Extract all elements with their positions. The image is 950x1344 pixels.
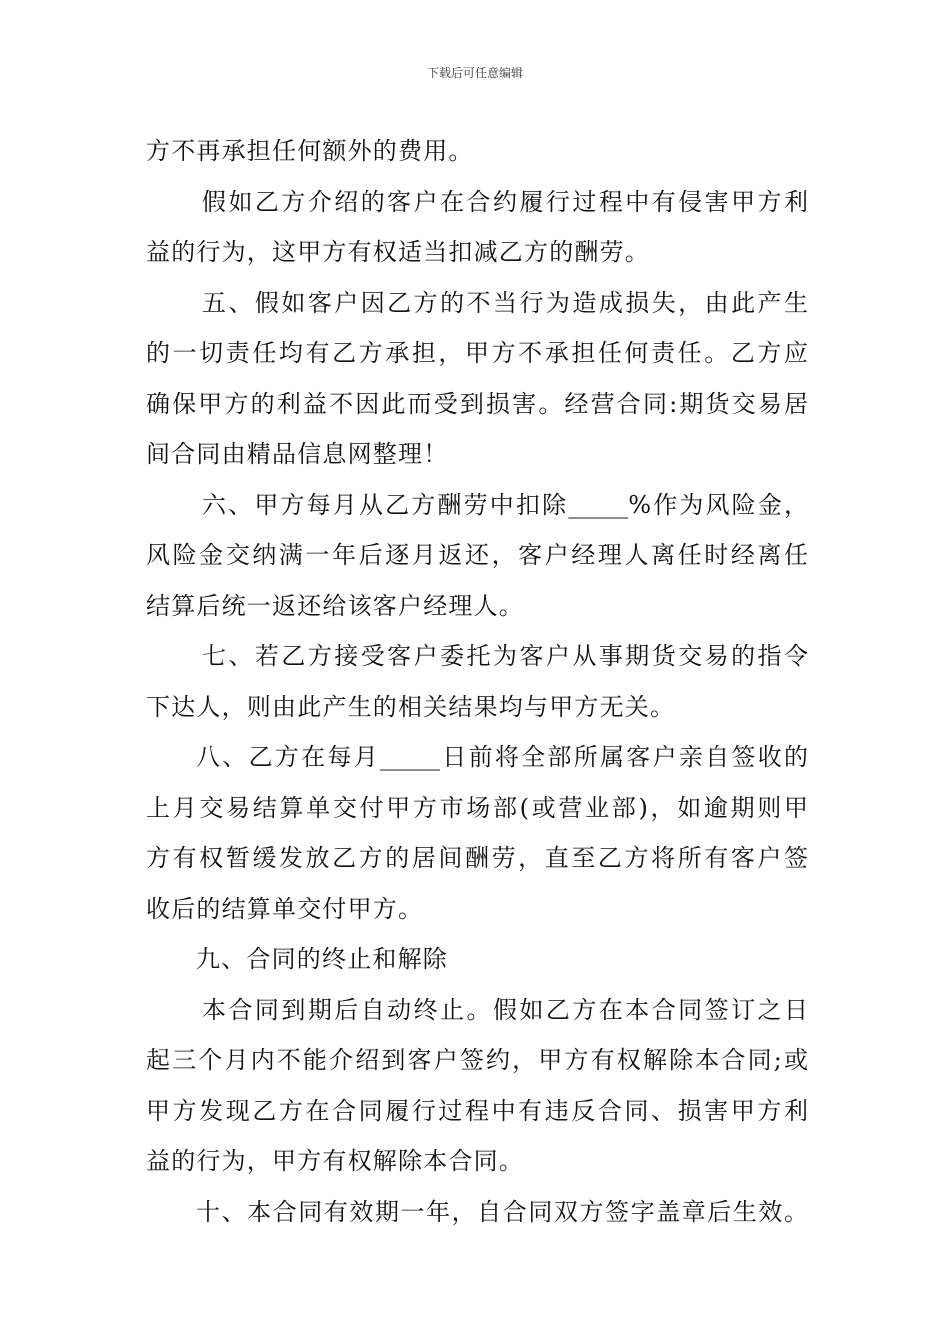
text-line: 下达人，则由此产生的相关结果均与甲方无关。 <box>146 692 676 721</box>
text-line: 方有权暂缓发放乙方的居间酬劳，直至乙方将所有客户签 <box>146 844 808 872</box>
text-line: 八、乙方在每月_____日前将全部所属客户亲自签收的 <box>196 743 808 771</box>
text-line: 益的行为，这甲方有权适当扣减乙方的酬劳。 <box>146 238 650 266</box>
text-line: 十、本合同有效期一年，自合同双方签字盖章后生效。 <box>196 1197 808 1226</box>
text-line: 七、若乙方接受客户委托为客户从事期货交易的指令 <box>202 642 808 670</box>
text-line: 间合同由精品信息网整理！ <box>146 440 449 468</box>
text-line: 的一切责任均有乙方承担，甲方不承担任何责任。乙方应 <box>146 339 808 367</box>
text-line: 甲方发现乙方在合同履行过程中有违反合同、损害甲方利 <box>146 1096 808 1125</box>
text-line: 起三个月内不能介绍到客户签约，甲方有权解除本合同;或 <box>146 1046 808 1074</box>
text-line: 结算后统一返还给该客户经理人。 <box>146 591 524 620</box>
text-line: 上月交易结算单交付甲方市场部(或营业部)，如逾期则甲 <box>146 793 808 822</box>
text-line: 收后的结算单交付甲方。 <box>146 894 424 923</box>
page-header: 下载后可任意编辑 <box>426 66 523 80</box>
text-line: 方不再承担任何额外的费用。 <box>146 137 474 165</box>
text-line: 本合同到期后自动终止。假如乙方在本合同签订之日 <box>202 995 808 1024</box>
text-line: 益的行为，甲方有权解除本合同。 <box>146 1147 524 1175</box>
text-line: 九、合同的终止和解除 <box>196 945 448 973</box>
document-body <box>146 126 808 1237</box>
text-line: 假如乙方介绍的客户在合约履行过程中有侵害甲方利 <box>202 187 808 216</box>
text-line: 风险金交纳满一年后逐月返还，客户经理人离任时经离任 <box>146 541 808 569</box>
text-line: 确保甲方的利益不因此而受到损害。经营合同:期货交易居 <box>146 389 808 418</box>
text-line: 六、甲方每月从乙方酬劳中扣除_____%作为风险金， <box>202 490 808 519</box>
text-line: 五、假如客户因乙方的不当行为造成损失，由此产生 <box>202 288 808 317</box>
